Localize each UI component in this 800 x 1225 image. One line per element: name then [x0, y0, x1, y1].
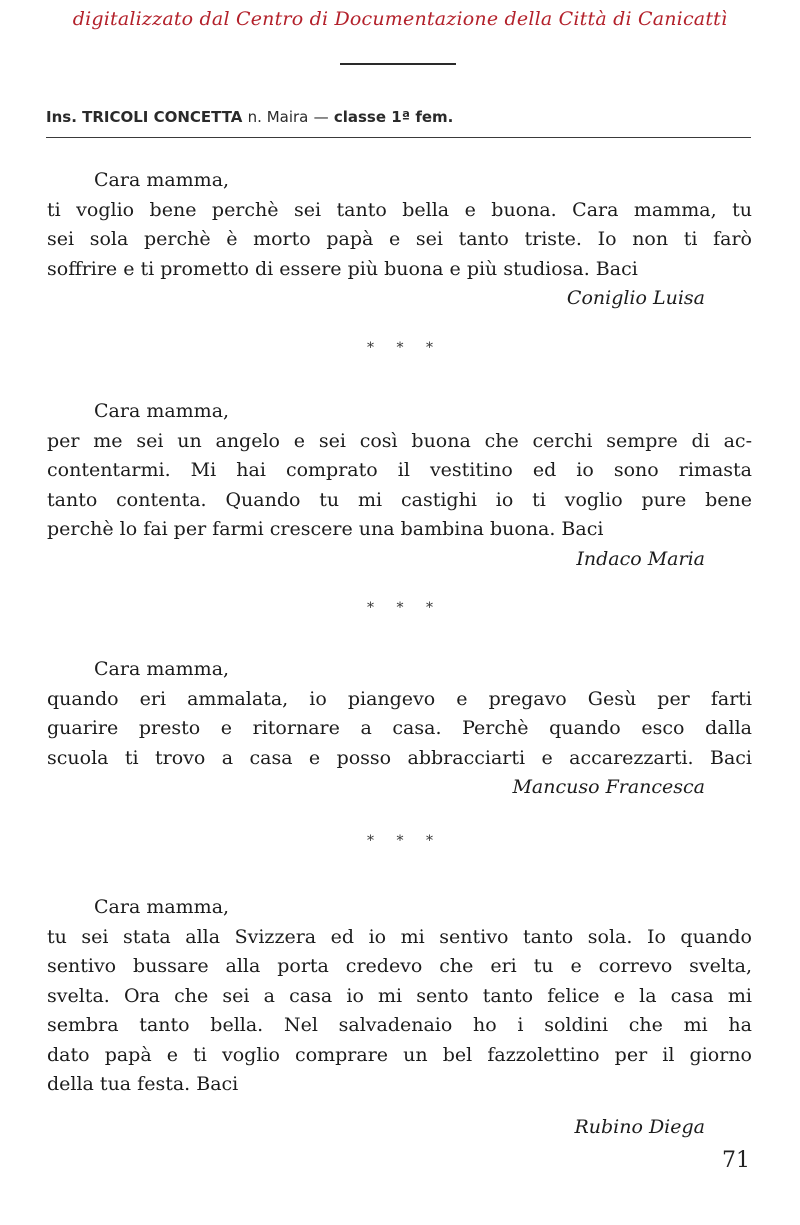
letter-line: sembra tanto bella. Nel salvadenaio ho i soldini che mi ha [47, 1014, 752, 1036]
letter-line: tanto contenta. Quando tu mi castighi io ti voglio pure bene [47, 488, 752, 511]
letter-signature: Coniglio Luisa [566, 287, 705, 309]
section-separator: * * * [367, 833, 433, 849]
letter-1 [47, 166, 752, 314]
header-separator: — [313, 108, 329, 126]
teacher-name: Ins. TRICOLI CONCETTA [46, 108, 243, 126]
letter-line: sentivo bussare alla porta credevo che eri tu e correvo svelta, [47, 955, 752, 977]
letter-line: contentarmi. Mi hai comprato il vestitino ed io sono rimasta [47, 459, 752, 481]
letter-2 [47, 397, 752, 574]
letter-line: svelta. Ora che sei a casa io mi sento tanto felice e la casa mi [47, 984, 752, 1007]
letter-3 [47, 655, 752, 803]
letter-line: perchè lo fai per farmi crescere una bambina buona. Baci [47, 518, 604, 540]
letter-line: per me sei un angelo e sei così buona che cerchi sempre di ac- [47, 429, 752, 452]
letter-line: sei sola perchè è morto papà e sei tanto triste. Io non ti farò [47, 228, 752, 250]
section-separator: * * * [367, 340, 433, 356]
section-separator: * * * [367, 600, 433, 616]
letter-signature: Mancuso Francesca [512, 776, 705, 798]
letter-line: guarire presto e ritornare a casa. Perchè quando esco dalla [47, 717, 752, 739]
letter-line: scuola ti trovo a casa e posso abbracciarti e accarezzarti. Baci [47, 746, 752, 769]
letter-line: tu sei stata alla Svizzera ed io mi sentivo tanto sola. Io quando [47, 925, 752, 948]
letter-salutation: Cara mamma, [94, 658, 230, 680]
letter-line: dato papà e ti voglio comprare un bel fazzolettino per il giorno [47, 1043, 752, 1066]
letter-line: ti voglio bene perchè sei tanto bella e buona. Cara mamma, tu [47, 198, 752, 221]
letter-salutation: Cara mamma, [94, 400, 230, 422]
letter-signature: Rubino Diega [574, 1115, 705, 1138]
page-number: 71 [722, 1148, 750, 1173]
top-divider [340, 63, 456, 65]
letter-line: quando eri ammalata, io piangevo e pregavo Gesù per farti [47, 687, 752, 710]
letter-line: della tua festa. Baci [47, 1073, 239, 1095]
letter-salutation: Cara mamma, [94, 169, 230, 191]
page-header [46, 108, 453, 126]
class-label: classe 1ª fem. [333, 108, 454, 126]
letter-line: soffrire e ti prometto di essere più buona e più studiosa. Baci [47, 257, 638, 280]
letter-4 [47, 893, 752, 1142]
letter-salutation: Cara mamma, [94, 896, 230, 918]
header-divider [46, 137, 751, 138]
digitization-watermark: digitalizzato dal Centro di Documentazione della Città di Canicattì [72, 8, 728, 30]
teacher-maiden-name: n. Maira [247, 108, 309, 126]
letter-signature: Indaco Maria [576, 547, 705, 570]
